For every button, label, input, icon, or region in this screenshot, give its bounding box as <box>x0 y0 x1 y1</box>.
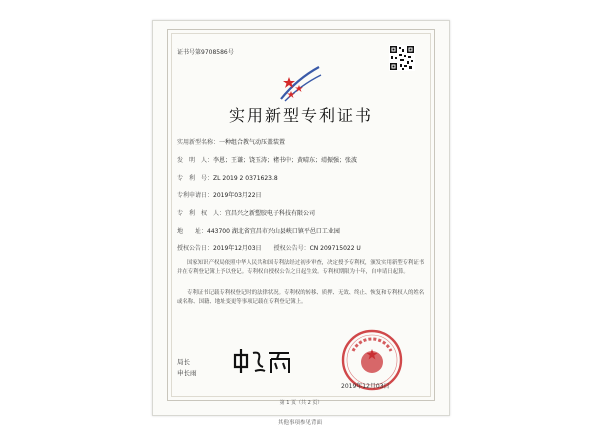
field-patent-number: 专 利 号：ZL 2019 2 0371623.8 <box>177 175 278 182</box>
field-patentee: 专 利 权 人：宜昌兴之新塑胶电子科技有限公司 <box>177 210 316 217</box>
footer-note: 其他事项参见背面 <box>277 420 322 426</box>
certificate-page <box>152 20 450 416</box>
certificate-title: 实用新型专利证书 <box>228 106 373 125</box>
legal-status-paragraph: 专利证书记载专利权登记时的法律状况。专利权的转移、质押、无效、终止、恢复和专利权人的姓名或名称、国籍、地址变更等事项记载在专利登记簿上。 <box>177 290 425 305</box>
field-address: 地 址：443700 湖北省宜昌市兴山县峡口镇平邑口工业园 <box>177 228 340 235</box>
seal-date: 2019年12月03日 <box>341 383 390 390</box>
official-name: 申长雨 <box>177 369 197 377</box>
grant-paragraph: 国家知识产权局依照中华人民共和国专利法经过初步审查，决定授予专利权，颁发实用新型专利证书并在专利登记簿上予以登记。专利权自授权公告之日起生效。专利权期限为十年，自申请日起算。 <box>177 260 425 275</box>
qr-code-icon <box>389 45 415 71</box>
official-title: 局长 <box>177 358 190 366</box>
certificate-number: 证书号第9708586号 <box>177 49 234 56</box>
field-grant-date: 授权公告日：2019年12月03日 授权公告号：CN 209715022 U <box>177 245 361 252</box>
page-number: 第 1 页（共 2 页） <box>279 400 323 406</box>
patent-emblem-icon <box>277 61 325 105</box>
signature-image <box>231 345 295 377</box>
field-utility-model-name: 实用新型名称：一种组合教气动压盖装置 <box>177 139 286 146</box>
field-inventors: 发 明 人：李恩；王谦；饶玉涛；褚书中；黄晴东；靖振强；张波 <box>177 157 358 164</box>
field-application-date: 专利申请日：2019年03月22日 <box>177 192 262 199</box>
